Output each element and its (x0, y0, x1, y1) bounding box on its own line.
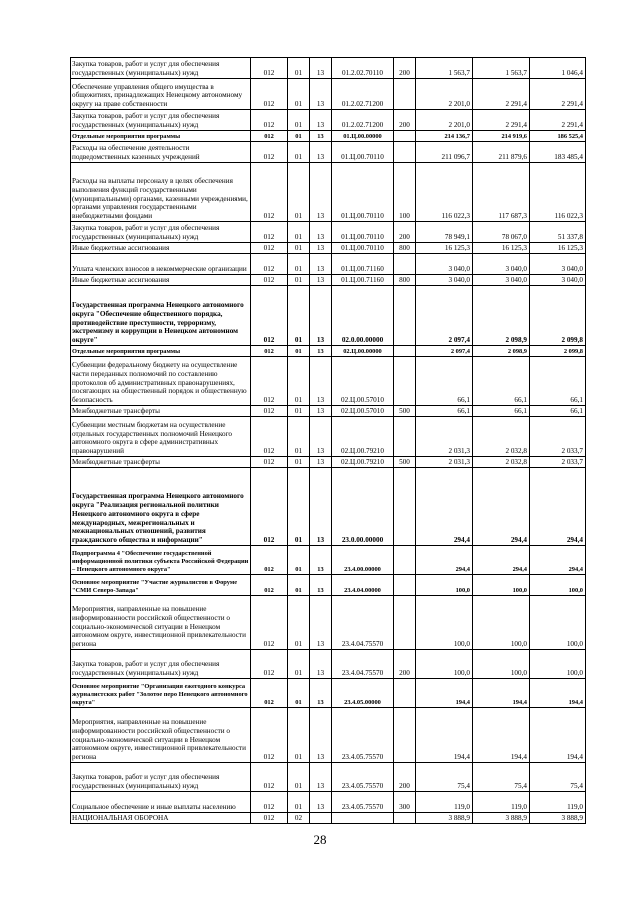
row-code-ministry: 012 (251, 110, 288, 131)
row-code-ministry: 012 (251, 813, 288, 824)
row-code-section: 01 (288, 596, 310, 650)
row-code-subsection: 13 (310, 575, 332, 596)
row-amount-2: 66,1 (473, 406, 530, 417)
row-name: Межбюджетные трансферты (71, 457, 251, 468)
row-code-target-article: 23.4.04.00000 (332, 575, 394, 596)
row-amount-1: 294,4 (416, 468, 473, 546)
row-code-ministry: 012 (251, 763, 288, 792)
row-code-target-article: 01.Ц.00.71160 (332, 275, 394, 286)
row-amount-2: 75,4 (473, 763, 530, 792)
row-code-section: 01 (288, 222, 310, 243)
row-name: Закупка товаров, работ и услуг для обеспечения государственных (муниципальных) нужд (71, 110, 251, 131)
row-code-section: 01 (288, 58, 310, 79)
table-row (71, 468, 586, 546)
row-code-expense-type (394, 79, 416, 110)
row-code-section: 01 (288, 763, 310, 792)
row-amount-3: 1 046,4 (530, 58, 586, 79)
row-amount-3: 194,4 (530, 708, 586, 763)
row-amount-2: 100,0 (473, 575, 530, 596)
row-code-expense-type (394, 254, 416, 275)
row-code-subsection: 13 (310, 546, 332, 575)
row-code-target-article: 01.Ц.00.70110 (332, 222, 394, 243)
row-code-subsection: 13 (310, 79, 332, 110)
row-code-expense-type (394, 286, 416, 346)
row-code-subsection: 13 (310, 346, 332, 357)
row-name: Мероприятия, направленные на повышение информированности российской общественности о социально-экономической ситуации в Ненецком автономном округе, инвестиционной привлекательности региона (71, 596, 251, 650)
row-amount-3: 75,4 (530, 763, 586, 792)
row-name: Основное мероприятие "Участие журналистов в Форуме "СМИ Северо-Запада" (71, 575, 251, 596)
row-amount-3: 294,4 (530, 468, 586, 546)
table-row (71, 142, 586, 163)
row-amount-1: 16 125,3 (416, 243, 473, 254)
row-code-expense-type: 200 (394, 58, 416, 79)
row-code-target-article: 01.2.02.71200 (332, 79, 394, 110)
row-amount-1: 2 031,3 (416, 457, 473, 468)
row-amount-1: 2 201,0 (416, 79, 473, 110)
row-code-expense-type (394, 357, 416, 406)
row-code-section: 01 (288, 357, 310, 406)
row-amount-1: 211 096,7 (416, 142, 473, 163)
row-code-target-article: 23.4.04.75570 (332, 650, 394, 679)
row-code-section: 02 (288, 813, 310, 824)
row-amount-3: 100,0 (530, 575, 586, 596)
row-code-section: 01 (288, 243, 310, 254)
row-amount-2: 2 032,8 (473, 457, 530, 468)
row-code-ministry: 012 (251, 142, 288, 163)
row-name: Отдельные мероприятия программы (71, 346, 251, 357)
row-amount-1: 194,4 (416, 708, 473, 763)
row-code-subsection: 13 (310, 286, 332, 346)
row-code-expense-type (394, 596, 416, 650)
row-amount-1: 3 888,9 (416, 813, 473, 824)
row-code-ministry: 012 (251, 275, 288, 286)
row-code-section: 01 (288, 142, 310, 163)
row-code-section: 01 (288, 575, 310, 596)
row-code-subsection (310, 813, 332, 824)
row-code-section: 01 (288, 406, 310, 417)
row-code-expense-type (394, 142, 416, 163)
row-amount-1: 3 040,0 (416, 254, 473, 275)
row-amount-1: 2 097,4 (416, 286, 473, 346)
row-amount-1: 66,1 (416, 357, 473, 406)
row-code-expense-type: 200 (394, 222, 416, 243)
row-code-subsection: 13 (310, 468, 332, 546)
row-code-expense-type (394, 708, 416, 763)
row-code-ministry: 012 (251, 79, 288, 110)
row-code-target-article: 01.Ц.00.71160 (332, 254, 394, 275)
row-amount-1: 66,1 (416, 406, 473, 417)
row-amount-3: 2 291,4 (530, 79, 586, 110)
row-amount-3: 2 033,7 (530, 457, 586, 468)
row-amount-2: 2 032,8 (473, 417, 530, 457)
row-amount-1: 214 136,7 (416, 131, 473, 142)
row-code-ministry: 012 (251, 457, 288, 468)
row-code-section: 01 (288, 468, 310, 546)
row-code-expense-type: 100 (394, 163, 416, 222)
row-amount-2: 16 125,3 (473, 243, 530, 254)
row-code-ministry: 012 (251, 254, 288, 275)
row-code-subsection: 13 (310, 142, 332, 163)
row-amount-1: 2 201,0 (416, 110, 473, 131)
row-code-subsection: 13 (310, 254, 332, 275)
row-amount-3: 194,4 (530, 679, 586, 708)
row-amount-2: 3 040,0 (473, 254, 530, 275)
row-code-ministry: 012 (251, 575, 288, 596)
table-row (71, 546, 586, 575)
row-code-target-article: 01.Ц.00.00000 (332, 131, 394, 142)
table-row (71, 357, 586, 406)
row-code-ministry: 012 (251, 417, 288, 457)
row-code-section: 01 (288, 457, 310, 468)
row-code-expense-type (394, 575, 416, 596)
row-name: Подпрограмма 4 "Обеспечение государственной информационной политики субъекта Российской Федерации – Ненецкого автономного округа" (71, 546, 251, 575)
row-code-expense-type (394, 546, 416, 575)
row-name: Основное мероприятие "Организация ежегодного конкурса журналистских работ "Золотое перо Ненецкого автономного округа" (71, 679, 251, 708)
row-name: Межбюджетные трансферты (71, 406, 251, 417)
row-code-subsection: 13 (310, 275, 332, 286)
row-amount-3: 66,1 (530, 357, 586, 406)
row-code-ministry: 012 (251, 243, 288, 254)
row-code-ministry: 012 (251, 679, 288, 708)
row-code-subsection: 13 (310, 596, 332, 650)
table-row (71, 406, 586, 417)
row-code-target-article: 01.2.02.71200 (332, 110, 394, 131)
row-amount-2: 100,0 (473, 596, 530, 650)
row-amount-3: 2 291,4 (530, 110, 586, 131)
table-row (71, 596, 586, 650)
row-amount-1: 119,0 (416, 792, 473, 813)
row-amount-2: 2 098,9 (473, 286, 530, 346)
table-row (71, 254, 586, 275)
row-amount-2: 194,4 (473, 679, 530, 708)
row-name: Закупка товаров, работ и услуг для обеспечения государственных (муниципальных) нужд (71, 58, 251, 79)
table-row (71, 243, 586, 254)
row-amount-2: 2 291,4 (473, 79, 530, 110)
row-amount-3: 183 485,4 (530, 142, 586, 163)
row-code-ministry: 012 (251, 286, 288, 346)
row-code-section: 01 (288, 275, 310, 286)
row-amount-3: 119,0 (530, 792, 586, 813)
table-row (71, 275, 586, 286)
row-code-expense-type: 500 (394, 457, 416, 468)
row-code-section: 01 (288, 546, 310, 575)
row-amount-1: 100,0 (416, 650, 473, 679)
row-name: Отдельные мероприятия программы (71, 131, 251, 142)
row-code-subsection: 13 (310, 679, 332, 708)
table-row (71, 58, 586, 79)
row-name: Государственная программа Ненецкого автономного округа "Обеспечение общественного порядка, противодействие преступности, терроризму, экстремизму и коррупции в Ненецком автономном округе" (71, 286, 251, 346)
row-amount-1: 2 031,3 (416, 417, 473, 457)
row-code-ministry: 012 (251, 346, 288, 357)
row-name: Иные бюджетные ассигнования (71, 243, 251, 254)
table-row (71, 650, 586, 679)
row-code-section: 01 (288, 792, 310, 813)
row-code-ministry: 012 (251, 546, 288, 575)
row-amount-2: 2 098,9 (473, 346, 530, 357)
row-name: Расходы на обеспечение деятельности подведомственных казенных учреждений (71, 142, 251, 163)
row-amount-2: 1 563,7 (473, 58, 530, 79)
row-name: Иные бюджетные ассигнования (71, 275, 251, 286)
row-code-expense-type: 500 (394, 406, 416, 417)
row-code-ministry: 012 (251, 163, 288, 222)
row-amount-2: 78 067,0 (473, 222, 530, 243)
row-amount-3: 66,1 (530, 406, 586, 417)
row-code-subsection: 13 (310, 131, 332, 142)
row-code-ministry: 012 (251, 708, 288, 763)
row-code-target-article: 23.4.05.75570 (332, 708, 394, 763)
table-row (71, 110, 586, 131)
budget-table (70, 57, 586, 824)
row-code-ministry: 012 (251, 792, 288, 813)
row-code-expense-type: 800 (394, 275, 416, 286)
row-amount-3: 16 125,3 (530, 243, 586, 254)
row-code-ministry: 012 (251, 468, 288, 546)
table-row (71, 763, 586, 792)
row-amount-3: 2 099,8 (530, 286, 586, 346)
row-amount-2: 66,1 (473, 357, 530, 406)
row-code-ministry: 012 (251, 650, 288, 679)
row-code-ministry: 012 (251, 596, 288, 650)
row-code-target-article: 01.Ц.00.70110 (332, 163, 394, 222)
row-code-expense-type: 200 (394, 110, 416, 131)
row-code-subsection: 13 (310, 243, 332, 254)
table-row (71, 792, 586, 813)
row-amount-1: 100,0 (416, 596, 473, 650)
row-code-section: 01 (288, 163, 310, 222)
row-code-subsection: 13 (310, 763, 332, 792)
row-code-section: 01 (288, 110, 310, 131)
row-code-expense-type (394, 468, 416, 546)
row-code-subsection: 13 (310, 792, 332, 813)
row-code-target-article: 02.Ц.00.57010 (332, 406, 394, 417)
page-number: 28 (313, 832, 327, 847)
row-code-subsection: 13 (310, 406, 332, 417)
row-code-target-article: 01.2.02.70110 (332, 58, 394, 79)
row-code-target-article: 23.4.05.75570 (332, 763, 394, 792)
row-amount-1: 78 949,1 (416, 222, 473, 243)
row-code-section: 01 (288, 254, 310, 275)
row-amount-3: 100,0 (530, 596, 586, 650)
row-code-expense-type (394, 813, 416, 824)
row-code-target-article: 23.4.00.00000 (332, 546, 394, 575)
table-row (71, 286, 586, 346)
row-name: Расходы на выплаты персоналу в целях обеспечения выполнения функций государственными (муниципальными) органами, казенными учреждениями, органами управления государственными внебюджетными фондами (71, 163, 251, 222)
row-code-subsection: 13 (310, 650, 332, 679)
row-amount-1: 2 097,4 (416, 346, 473, 357)
row-name: Мероприятия, направленные на повышение информированности российской общественности о социально-экономической ситуации в Ненецком автономном округе, инвестиционной привлекательности региона (71, 708, 251, 763)
row-code-subsection: 13 (310, 708, 332, 763)
row-amount-2: 214 919,6 (473, 131, 530, 142)
row-amount-2: 2 291,4 (473, 110, 530, 131)
row-amount-3: 294,4 (530, 546, 586, 575)
row-amount-1: 194,4 (416, 679, 473, 708)
row-name: Субвенции местным бюджетам на осуществление отдельных государственных полномочий Ненецкого автономного округа в сфере административных правонарушений (71, 417, 251, 457)
row-code-target-article (332, 813, 394, 824)
row-amount-2: 3 888,9 (473, 813, 530, 824)
table-row (71, 163, 586, 222)
row-amount-2: 211 879,6 (473, 142, 530, 163)
row-amount-3: 116 022,3 (530, 163, 586, 222)
row-amount-1: 75,4 (416, 763, 473, 792)
table-row (71, 417, 586, 457)
row-code-section: 01 (288, 346, 310, 357)
row-code-section: 01 (288, 417, 310, 457)
row-amount-2: 100,0 (473, 650, 530, 679)
row-code-expense-type (394, 679, 416, 708)
row-code-section: 01 (288, 650, 310, 679)
row-amount-1: 100,0 (416, 575, 473, 596)
row-code-ministry: 012 (251, 131, 288, 142)
row-amount-1: 3 040,0 (416, 275, 473, 286)
row-code-subsection: 13 (310, 222, 332, 243)
row-amount-2: 119,0 (473, 792, 530, 813)
row-code-subsection: 13 (310, 357, 332, 406)
row-code-ministry: 012 (251, 406, 288, 417)
row-code-section: 01 (288, 79, 310, 110)
row-amount-2: 294,4 (473, 468, 530, 546)
row-code-section: 01 (288, 708, 310, 763)
row-amount-2: 117 687,3 (473, 163, 530, 222)
row-name: Обеспечение управления общего имущества в общежитиях, принадлежащих Ненецкому автономному округу на праве собственности (71, 79, 251, 110)
row-amount-3: 2 033,7 (530, 417, 586, 457)
row-name: Субвенции федеральному бюджету на осуществление части переданных полномочий по составлению протоколов об административных правонарушениях, посягающих на общественный порядок и общественную безопасность (71, 357, 251, 406)
row-amount-3: 2 099,8 (530, 346, 586, 357)
row-code-ministry: 012 (251, 222, 288, 243)
row-code-expense-type: 800 (394, 243, 416, 254)
table-row (71, 346, 586, 357)
row-code-section: 01 (288, 286, 310, 346)
row-code-section: 01 (288, 679, 310, 708)
row-code-target-article: 23.4.05.00000 (332, 679, 394, 708)
row-code-target-article: 23.4.04.75570 (332, 596, 394, 650)
row-name: Уплата членских взносов в некоммерческие организации (71, 254, 251, 275)
row-amount-3: 3 040,0 (530, 275, 586, 286)
row-code-target-article: 02.Ц.00.57010 (332, 357, 394, 406)
row-name: Социальное обеспечение и иные выплаты населению (71, 792, 251, 813)
row-code-ministry: 012 (251, 58, 288, 79)
row-code-target-article: 23.0.00.00000 (332, 468, 394, 546)
row-name: Закупка товаров, работ и услуг для обеспечения государственных (муниципальных) нужд (71, 763, 251, 792)
row-code-target-article: 02.Ц.00.79210 (332, 457, 394, 468)
row-amount-3: 51 337,8 (530, 222, 586, 243)
row-code-subsection: 13 (310, 163, 332, 222)
row-name: Закупка товаров, работ и услуг для обеспечения государственных (муниципальных) нужд (71, 222, 251, 243)
row-code-ministry: 012 (251, 357, 288, 406)
row-amount-2: 194,4 (473, 708, 530, 763)
row-code-section: 01 (288, 131, 310, 142)
table-row (71, 457, 586, 468)
row-code-subsection: 13 (310, 417, 332, 457)
row-code-subsection: 13 (310, 457, 332, 468)
row-code-target-article: 02.Ц.00.00000 (332, 346, 394, 357)
table-row (71, 679, 586, 708)
row-name: Государственная программа Ненецкого автономного округа "Реализация региональной политики Ненецкого автономного округа в сфере международных, межрегиональных и межнациональных отношений, развития гражданского общества и информации" (71, 468, 251, 546)
row-amount-2: 294,4 (473, 546, 530, 575)
table-row (71, 131, 586, 142)
row-amount-3: 100,0 (530, 650, 586, 679)
row-code-expense-type: 200 (394, 763, 416, 792)
row-code-expense-type (394, 131, 416, 142)
row-code-subsection: 13 (310, 58, 332, 79)
row-amount-1: 294,4 (416, 546, 473, 575)
row-code-target-article: 23.4.05.75570 (332, 792, 394, 813)
table-row (71, 708, 586, 763)
table-row (71, 575, 586, 596)
row-code-expense-type (394, 417, 416, 457)
row-code-target-article: 01.Ц.00.70110 (332, 243, 394, 254)
row-amount-1: 1 563,7 (416, 58, 473, 79)
row-code-subsection: 13 (310, 110, 332, 131)
row-code-target-article: 01.Ц.00.70110 (332, 142, 394, 163)
row-code-target-article: 02.Ц.00.79210 (332, 417, 394, 457)
row-amount-2: 3 040,0 (473, 275, 530, 286)
row-code-expense-type (394, 346, 416, 357)
row-amount-1: 116 022,3 (416, 163, 473, 222)
table-row (71, 813, 586, 824)
row-code-expense-type: 300 (394, 792, 416, 813)
row-code-target-article: 02.0.00.00000 (332, 286, 394, 346)
row-name: НАЦИОНАЛЬНАЯ ОБОРОНА (71, 813, 251, 824)
row-code-expense-type: 200 (394, 650, 416, 679)
row-amount-3: 3 888,9 (530, 813, 586, 824)
row-amount-3: 186 525,4 (530, 131, 586, 142)
row-amount-3: 3 040,0 (530, 254, 586, 275)
table-row (71, 79, 586, 110)
row-name: Закупка товаров, работ и услуг для обеспечения государственных (муниципальных) нужд (71, 650, 251, 679)
table-row (71, 222, 586, 243)
